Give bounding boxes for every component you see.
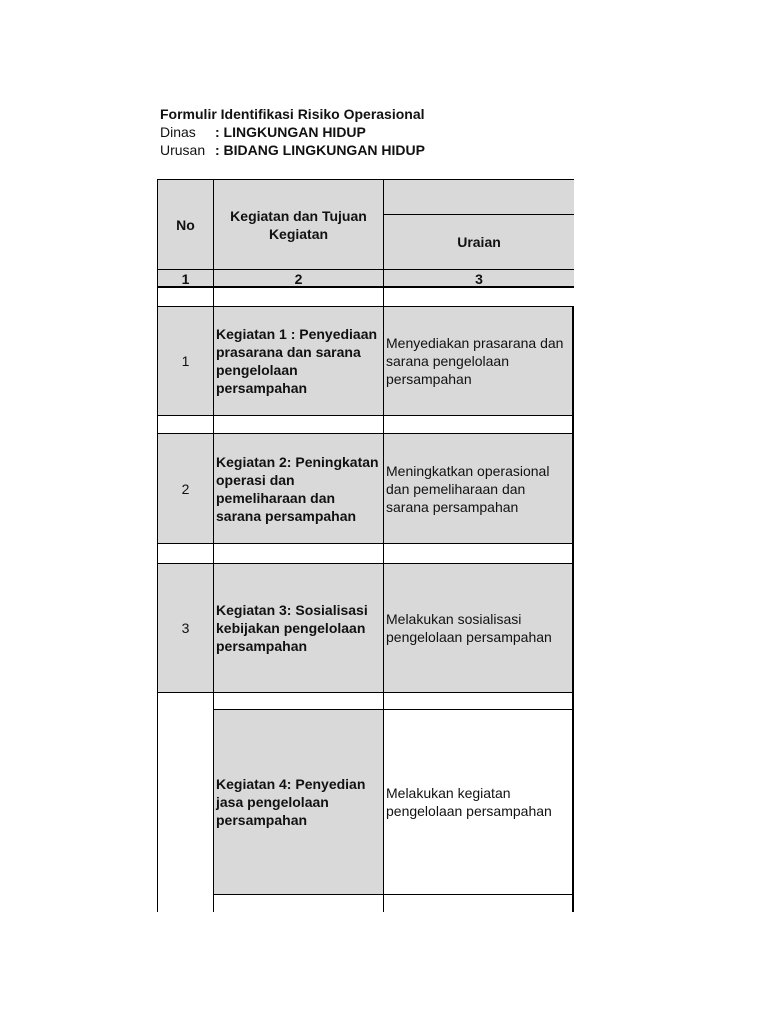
header-kegiatan: Kegiatan dan Tujuan Kegiatan bbox=[213, 179, 383, 269]
row-3-uraian: Melakukan sosialisasi pengelolaan persampahan bbox=[383, 563, 574, 692]
spacer-cell bbox=[157, 287, 213, 306]
spacer-cell bbox=[213, 415, 383, 433]
form-title: Formulir Identifikasi Risiko Operasional bbox=[160, 106, 425, 122]
row-1-no: 1 bbox=[157, 306, 213, 415]
spacer-cell bbox=[383, 692, 574, 709]
header-group bbox=[383, 179, 574, 214]
spacer-cell bbox=[383, 287, 574, 306]
row-1-uraian: Menyediakan prasarana dan sarana pengelolaan persampahan bbox=[383, 306, 574, 415]
num-2: 2 bbox=[213, 269, 383, 287]
header-no: No bbox=[157, 179, 213, 269]
spacer-cell bbox=[157, 543, 213, 563]
dinas-label: Dinas bbox=[160, 124, 196, 140]
header-top-border bbox=[383, 179, 574, 180]
dinas-value: : LINGKUNGAN HIDUP bbox=[215, 124, 366, 140]
spacer-cell bbox=[213, 692, 383, 709]
spacer-cell bbox=[383, 415, 574, 433]
row-1-kegiatan: Kegiatan 1 : Penyediaan prasarana dan sarana pengelolaan persampahan bbox=[213, 306, 383, 415]
row-4-uraian: Melakukan kegiatan pengelolaan persampahan bbox=[383, 709, 574, 894]
urusan-row bbox=[160, 141, 425, 159]
row-3-no: 3 bbox=[157, 563, 213, 692]
spacer-cell bbox=[213, 543, 383, 563]
row-4-kegiatan: Kegiatan 4: Penyedian jasa pengelolaan persampahan bbox=[213, 709, 383, 894]
spacer-cell bbox=[213, 894, 383, 912]
urusan-label: Urusan bbox=[160, 142, 206, 158]
num-1: 1 bbox=[157, 269, 213, 287]
row-2-uraian: Meningkatkan operasional dan pemeliharaan dan sarana persampahan bbox=[383, 433, 574, 543]
row-4-no bbox=[157, 692, 213, 912]
table-right-border bbox=[572, 307, 574, 912]
row-2-kegiatan: Kegiatan 2: Peningkatan operasi dan pemeliharaan dan sarana persampahan bbox=[213, 433, 383, 543]
spacer-cell bbox=[213, 287, 383, 306]
spacer-cell bbox=[383, 894, 574, 912]
spacer-cell bbox=[157, 415, 213, 433]
header-uraian: Uraian bbox=[383, 214, 574, 269]
spacer-cell bbox=[383, 543, 574, 563]
urusan-value: : BIDANG LINGKUNGAN HIDUP bbox=[215, 142, 425, 158]
num-3: 3 bbox=[383, 269, 574, 287]
form-header bbox=[160, 105, 425, 159]
row-2-no: 2 bbox=[157, 433, 213, 543]
dinas-row bbox=[160, 123, 425, 141]
row-3-kegiatan: Kegiatan 3: Sosialisasi kebijakan pengelolaan persampahan bbox=[213, 563, 383, 692]
risk-table bbox=[157, 179, 574, 912]
